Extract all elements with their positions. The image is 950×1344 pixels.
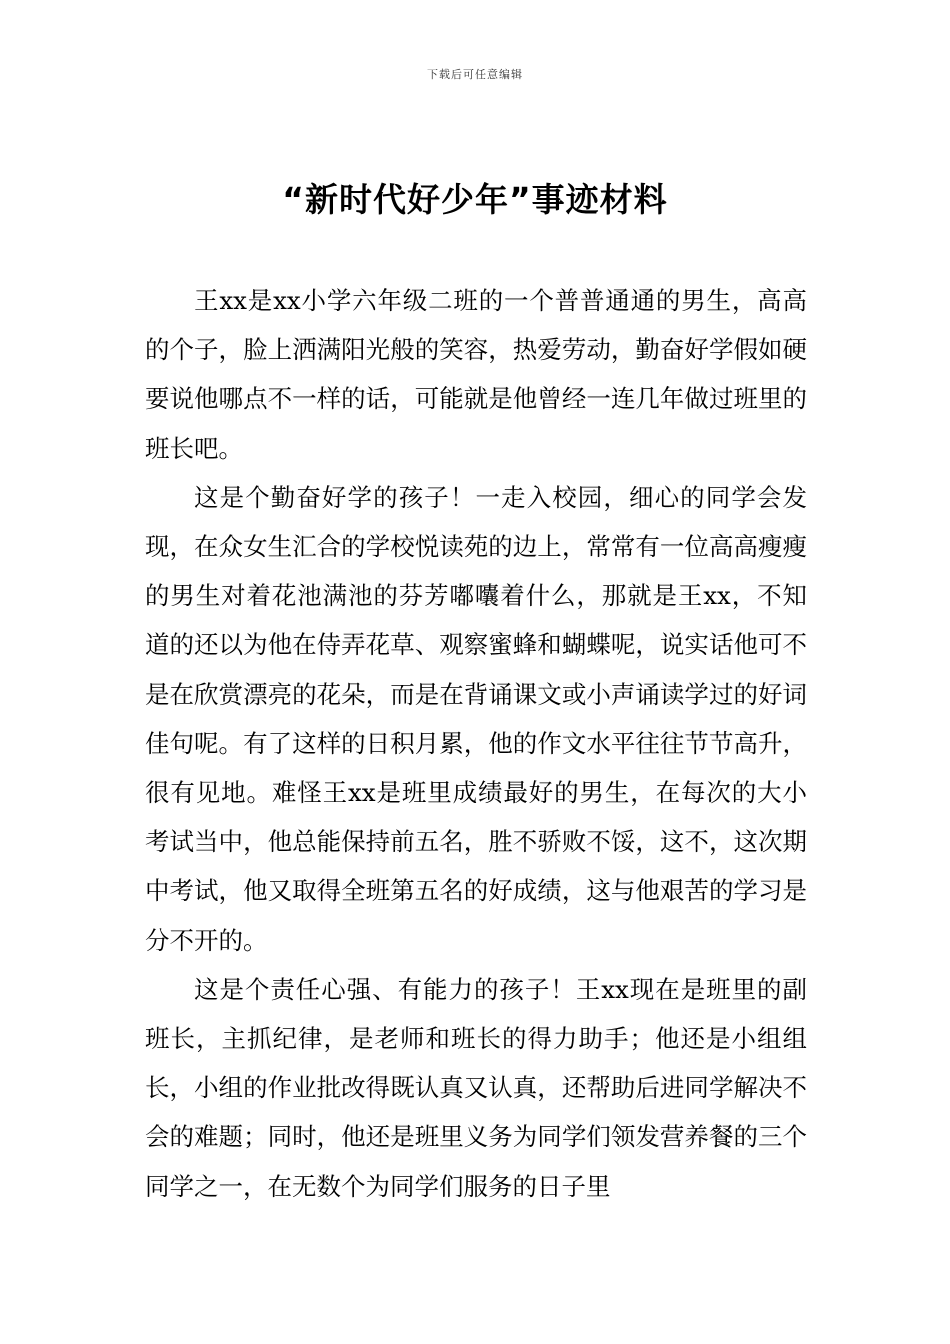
header-note: 下载后可任意编辑 <box>427 68 523 81</box>
paragraph: 这是个勤奋好学的孩子！一走入校园，细心的同学会发现，在众女生汇合的学校悦读苑的边上，常常有一位高高瘦瘦的男生对着花池满池的芬芳嘟囔着什么，那就是王xx，不知道的还以为他在侍弄花草、观察蜜蜂和蝴蝶呢，说实话他可不是在欣赏漂亮的花朵，而是在背诵课文或小声诵读学过的好词佳句呢。有了这样的日积月累，他的作文水平往往节节高升，很有见地。难怪王xx是班里成绩最好的男生，在每次的大小考试当中，他总能保持前五名，胜不骄败不馁，这不，这次期中考试，他又取得全班第五名的好成绩，这与他艰苦的学习是分不开的。 <box>145 482 807 955</box>
paragraph: 王xx是xx小学六年级二班的一个普普通通的男生，高高的个子，脸上洒满阳光般的笑容，热爱劳动，勤奋好学假如硬要说他哪点不一样的话，可能就是他曾经一连几年做过班里的班长吧。 <box>145 286 807 463</box>
document-body <box>145 276 807 1211</box>
paragraph: 这是个责任心强、有能力的孩子！王xx现在是班里的副班长，主抓纪律，是老师和班长的得力助手；他还是小组组长，小组的作业批改得既认真又认真，还帮助后进同学解决不会的难题；同时，他还是班里义务为同学们领发营养餐的三个同学之一，在无数个为同学们服务的日子里 <box>145 974 807 1201</box>
document-title: “新时代好少年”事迹材料 <box>282 180 668 219</box>
